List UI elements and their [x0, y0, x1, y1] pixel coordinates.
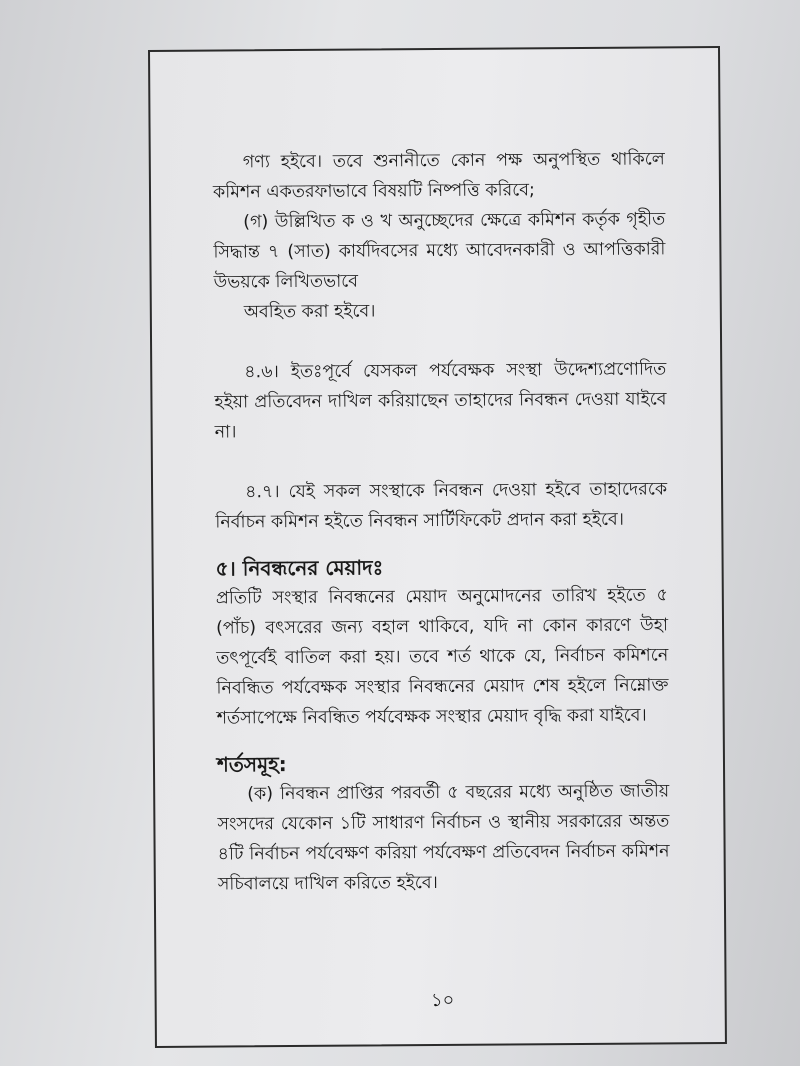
document-page	[148, 46, 727, 1048]
section-heading-conditions: শর্তসমূহ:	[216, 752, 287, 777]
spacer	[214, 324, 666, 357]
paragraph-registration-term: প্রতিটি সংস্থার নিবন্ধনের মেয়াদ অনুমোদনের তারিখ হইতে ৫ (পাঁচ) বৎসরের জন্য বহাল থাকিবে, যদি না কোন কারণে উহা তৎপূর্বেই বাতিল করা হয়। তবে শর্ত থাকে যে, নির্বাচন কমিশনে নিবন্ধিত পর্যবেক্ষক সংস্থার নিবন্ধনের মেয়াদ শেষ হইলে নিম্নোক্ত শর্তসাপেক্ষে নিবন্ধিত পর্যবেক্ষক সংস্থার মেয়াদ বৃদ্ধি করা যাইবে।	[215, 585, 669, 729]
paragraph-clause-ga: (গ) উল্লিখিত ক ও খ অনুচ্ছেদের ক্ষেত্রে কমিশন কর্তৃক গৃহীত সিদ্ধান্ত ৭ (সাত) কার্যদিবসের মধ্যে আবেদনকারী ও আপত্তিকারী উভয়কে লিখিতভাবে	[213, 209, 666, 293]
spacer	[215, 444, 667, 477]
page-number: ১০	[430, 989, 455, 1012]
paragraph-clause-ga-end: অবহিত করা হইবে।	[243, 301, 376, 323]
paragraph-4-6: ৪.৬। ইতঃপূর্বে যেসকল পর্যবেক্ষক সংস্থা উদ্দেশ্যপ্রণোদিত হইয়া প্রতিবেদন দাখিল করিয়াছেন তাহাদের নিবন্ধন দেওয়া যাইবে না।	[214, 359, 667, 443]
section-heading-registration-term: ৫। নিবন্ধনের মেয়াদঃ	[215, 555, 384, 581]
paragraph-condition-ka: (ক) নিবন্ধন প্রাপ্তির পরবর্তী ৫ বছরের মধ্যে অনুষ্ঠিত জাতীয় সংসদের যেকোন ১টি সাধারণ নির্বাচন ও স্থানীয় সরকারের অন্তত ৪টি নির্বাচন পর্যবেক্ষণ করিয়া পর্যবেক্ষণ প্রতিবেদন নির্বাচন কমিশন সচিবালয়ে দাখিল করিতে হইবে।	[217, 781, 670, 895]
paragraph-4-7: ৪.৭। যেই সকল সংস্থাকে নিবন্ধন দেওয়া হইবে তাহাদেরকে নির্বাচন কমিশন হইতে নিবন্ধন সার্টিফিকেট প্রদান করা হইবে।	[215, 479, 668, 533]
paragraph-hearing: গণ্য হইবে। তবে শুনানীতে কোন পক্ষ অনুপস্থিত থাকিলে কমিশন একতরফাভাবে বিষয়টি নিষ্পত্তি করিবে;	[212, 149, 665, 203]
page-content	[213, 144, 670, 899]
